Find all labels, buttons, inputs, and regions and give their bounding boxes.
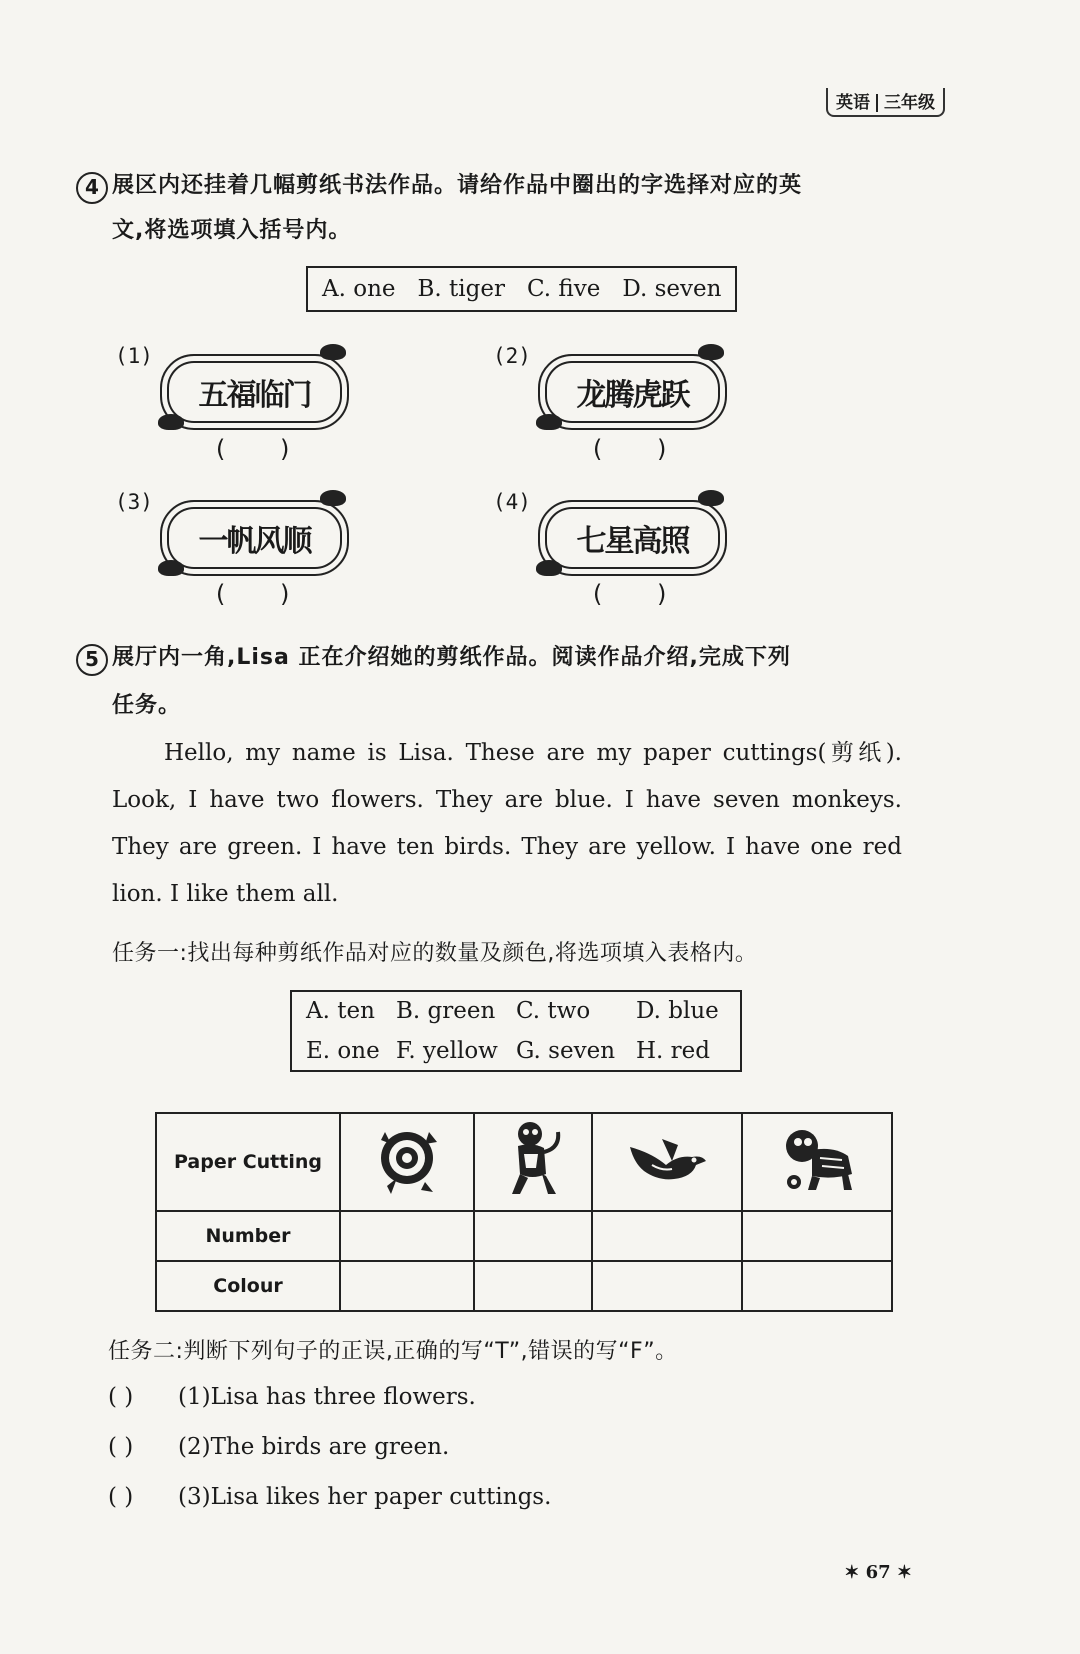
colour-cell-flower[interactable] xyxy=(340,1261,474,1311)
cloud-ornament-icon xyxy=(536,560,562,576)
statement-2-answer-blank[interactable]: ( ) xyxy=(108,1434,134,1460)
cloud-ornament-icon xyxy=(320,344,346,360)
flower-cell xyxy=(340,1113,474,1211)
page-number: ✶ 67 ✶ xyxy=(844,1562,912,1583)
cloud-ornament-icon xyxy=(320,490,346,506)
task1-instruction: 任务一:找出每种剪纸作品对应的数量及颜色,将选项填入表格内。 xyxy=(112,941,758,966)
colour-cell-lion[interactable] xyxy=(742,1261,892,1311)
q4-item3-answer-blank[interactable]: ( ) xyxy=(213,580,311,608)
sparkle-left-icon: ✶ xyxy=(844,1562,860,1583)
colour-cell-bird[interactable] xyxy=(592,1261,742,1311)
q4-item1-label: (1) xyxy=(115,344,153,368)
flower-icon xyxy=(367,1120,447,1200)
grade-label: 三年级 xyxy=(884,93,935,113)
lisa-passage: Hello, my name is Lisa. These are my paper cuttings(剪纸). Look, I have two flowers. They are blue. I have seven monkeys. They are green. I have ten birds. They are yellow. I have one red lion. I like them all. xyxy=(112,740,902,907)
q4-item2-label: (2) xyxy=(493,344,531,368)
table-row xyxy=(156,1113,892,1211)
subject-label: 英语 xyxy=(836,93,870,113)
cloud-ornament-icon xyxy=(536,414,562,430)
sparkle-right-icon: ✶ xyxy=(896,1562,912,1583)
q4-item1-calligraphy: 五福临门 xyxy=(198,378,311,413)
table-row xyxy=(156,1261,892,1311)
number-cell-monkey[interactable] xyxy=(474,1211,592,1261)
task1-option-b: B. green xyxy=(396,998,496,1024)
q4-item1-banner xyxy=(160,354,349,430)
number-cell-flower[interactable] xyxy=(340,1211,474,1261)
statement-1-text: (1)Lisa has three flowers. xyxy=(178,1384,476,1410)
task1-option-a: A. ten xyxy=(306,998,375,1024)
row-header-paper-cutting: Paper Cutting xyxy=(156,1113,340,1211)
task1-option-e: E. one xyxy=(306,1038,380,1064)
bird-cell xyxy=(592,1113,742,1211)
q4-instruction-line2: 文,将选项填入括号内。 xyxy=(112,218,352,243)
tag-divider xyxy=(876,94,878,112)
task1-option-h: H. red xyxy=(636,1038,711,1064)
table-row xyxy=(156,1211,892,1261)
statement-3-answer-blank[interactable]: ( ) xyxy=(108,1484,134,1510)
cloud-ornament-icon xyxy=(698,490,724,506)
task1-option-f: F. yellow xyxy=(396,1038,498,1064)
q4-item4-calligraphy: 七星高照 xyxy=(576,524,689,559)
lion-cell xyxy=(742,1113,892,1211)
q5-instruction-line1: 5 展厅内一角,Lisa 正在介绍她的剪纸作品。阅读作品介绍,完成下列 xyxy=(76,640,791,676)
monkey-cell xyxy=(474,1113,592,1211)
q4-item4-answer-blank[interactable]: ( ) xyxy=(590,580,688,608)
bird-icon xyxy=(622,1125,712,1195)
row-header-colour: Colour xyxy=(156,1261,340,1311)
lion-icon xyxy=(772,1120,862,1200)
number-cell-bird[interactable] xyxy=(592,1211,742,1261)
statement-3-text: (3)Lisa likes her paper cuttings. xyxy=(178,1484,552,1510)
cloud-ornament-icon xyxy=(158,414,184,430)
q4-item1-answer-blank[interactable]: ( ) xyxy=(213,435,311,463)
q5-instruction-line2: 任务。 xyxy=(112,693,182,718)
statement-2-text: (2)The birds are green. xyxy=(178,1434,450,1460)
q4-option-b: B. tiger xyxy=(417,276,505,302)
paper-cutting-table xyxy=(155,1112,893,1312)
number-cell-lion[interactable] xyxy=(742,1211,892,1261)
q4-item3-banner xyxy=(160,500,349,576)
q4-item3-label: (3) xyxy=(115,490,153,514)
monkey-icon xyxy=(498,1118,568,1202)
task1-options-box xyxy=(290,990,742,1072)
q4-number: 4 xyxy=(76,172,108,204)
task1-option-c: C. two xyxy=(516,998,591,1024)
q4-option-d: D. seven xyxy=(622,276,722,302)
q4-item3-calligraphy: 一帆风顺 xyxy=(198,524,311,559)
statement-1 xyxy=(108,1384,476,1410)
cloud-ornament-icon xyxy=(698,344,724,360)
q4-item4-label: (4) xyxy=(493,490,531,514)
statement-3 xyxy=(108,1484,551,1510)
q4-item4-banner xyxy=(538,500,727,576)
q4-instruction-line1: 4 展区内还挂着几幅剪纸书法作品。请给作品中圈出的字选择对应的英 xyxy=(76,168,802,204)
q4-option-c: C. five xyxy=(526,276,601,302)
row-header-number: Number xyxy=(156,1211,340,1261)
task1-option-d: D. blue xyxy=(636,998,719,1024)
q4-options-box xyxy=(306,266,737,312)
q4-item2-answer-blank[interactable]: ( ) xyxy=(590,435,688,463)
task2-instruction: 任务二:判断下列句子的正误,正确的写“T”,错误的写“F”。 xyxy=(108,1339,678,1364)
cloud-ornament-icon xyxy=(158,560,184,576)
q4-item2-banner xyxy=(538,354,727,430)
subject-grade-tag xyxy=(826,88,945,117)
statement-2 xyxy=(108,1434,449,1460)
q5-number: 5 xyxy=(76,644,108,676)
q4-option-a: A. one xyxy=(322,276,396,302)
statement-1-answer-blank[interactable]: ( ) xyxy=(108,1384,134,1410)
task1-option-g: G. seven xyxy=(516,1038,616,1064)
colour-cell-monkey[interactable] xyxy=(474,1261,592,1311)
q4-item2-calligraphy: 龙腾虎跃 xyxy=(576,378,689,413)
